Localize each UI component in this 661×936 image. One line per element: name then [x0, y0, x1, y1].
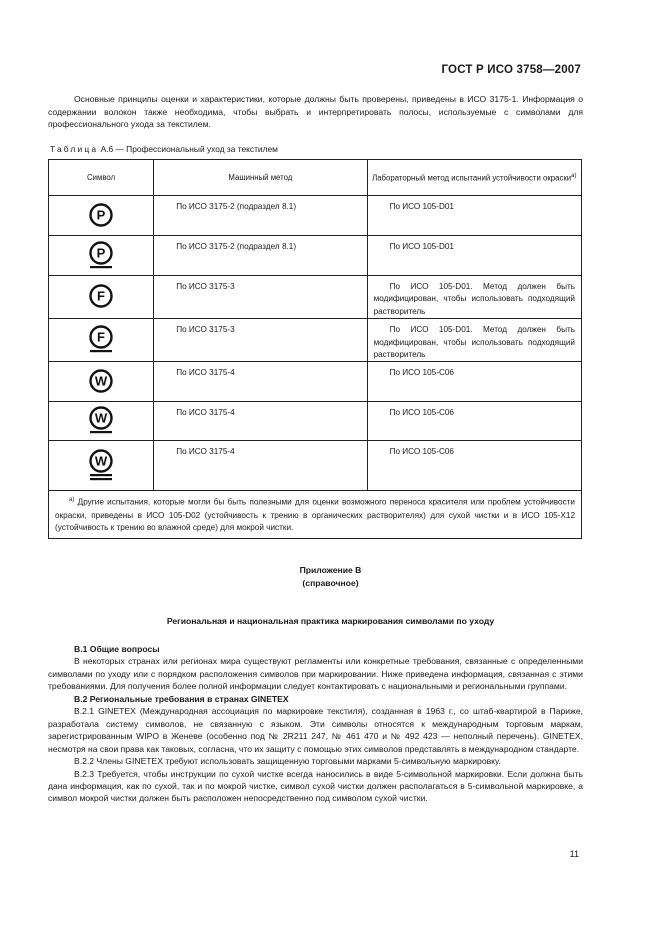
- professional-dry-cleaning-f-icon: [87, 284, 115, 310]
- table-row: [49, 441, 582, 491]
- lab-method-cell: [367, 236, 581, 276]
- symbol-cell: [49, 402, 154, 441]
- table-row: [49, 319, 582, 362]
- section-b2-2-text: В.2.2 Члены GINETEX требуют использовать защищенную торговыми марками 5-символьную маркировку.: [74, 756, 501, 767]
- page-number: 11: [569, 849, 579, 859]
- symbol-cell: [49, 319, 154, 362]
- table-footnote-row: [49, 491, 582, 539]
- header-lab-text: Лабораторный метод испытаний устойчивости окраски: [372, 173, 572, 183]
- method-cell: По ИСО 3175-4: [154, 441, 367, 491]
- lab-method-cell: [367, 402, 581, 441]
- header-lab-note: а): [571, 173, 577, 180]
- table-row: [49, 236, 582, 276]
- svg-text:F: F: [97, 288, 106, 304]
- table-row: [49, 362, 582, 402]
- intro-paragraph: [48, 93, 583, 131]
- svg-text:P: P: [96, 207, 106, 222]
- section-b1-heading: В.1 Общие вопросы: [74, 644, 160, 654]
- header-symbol: Символ: [49, 160, 154, 196]
- lab-method-text: По ИСО 105-D01: [389, 202, 454, 211]
- table-footnote: [49, 491, 582, 539]
- lab-method-cell: [367, 362, 581, 402]
- lab-method-text: По ИСО 105-D01: [389, 242, 454, 251]
- svg-text:W: W: [94, 373, 108, 389]
- lab-method-cell: [367, 441, 581, 491]
- lab-method-cell: [367, 276, 581, 319]
- symbol-cell: [49, 196, 154, 236]
- lab-method-text: По ИСО 105-D01. Метод должен быть модифицирован, чтобы использовать подходящий растворитель: [373, 325, 575, 360]
- method-cell: По ИСО 3175-3: [154, 319, 367, 362]
- professional-dry-cleaning-f-mild-icon: [87, 325, 115, 355]
- section-b1-text: В некоторых странах или регионах мира существуют регламенты или конкретные требования, связанные с определенными символами по уходу или с порядком расположения символов при маркировании. Ниже приведена информация, связанная с этими требованиями. Для получения более полной информации следует контактировать с национальными и региональными группами.: [48, 656, 583, 692]
- lab-method-cell: [367, 196, 581, 236]
- method-cell: По ИСО 3175-4: [154, 362, 367, 402]
- svg-text:W: W: [94, 410, 108, 426]
- professional-dry-cleaning-p-mild-icon: [87, 241, 115, 271]
- professional-dry-cleaning-p-icon: [87, 203, 115, 229]
- method-cell: По ИСО 3175-2 (подраздел 8.1): [154, 236, 367, 276]
- table-caption-text: А.6 — Профессиональный уход за текстилем: [100, 144, 278, 154]
- section-b2-heading: В.2 Региональные требования в странах GINETEX: [74, 693, 289, 704]
- lab-method-text: По ИСО 105-D01. Метод должен быть модифицирован, чтобы использовать подходящий растворитель: [373, 282, 575, 316]
- section-b2-1-text: В.2.1 GINETEX (Международная ассоциация по маркировке текстиля), созданная в 1963 г., со штаб-квартирой в Париже, разработала систему символов, не связанную с языком. Эти символы относятся к международным торговым маркам, зарегистрированным WIPO в Женеве (особенно под № 2R211 247, № 461 470 и № 492 423 — неполный перечень). GINETEX, несмотря на свои права как таковых, согласна, что их защиту с помощью этих символов представлять в международном стандарте.: [48, 706, 583, 754]
- annex-subtitle: Региональная и национальная практика маркирования символами по уходу: [166, 616, 495, 626]
- annex-body: [48, 643, 583, 805]
- symbol-cell: [49, 276, 154, 319]
- lab-method-cell: [367, 319, 581, 362]
- symbol-cell: [49, 441, 154, 491]
- svg-text:F: F: [97, 329, 106, 345]
- intro-text: Основные принципы оценки и характеристики, которые должны быть проверены, приведены в ИСО 3175-1. Информация о содержании волокон также необходима, чтобы выбрать и интерпретировать полосы, используемые с символами для профессионального ухода за текстилем.: [48, 94, 583, 130]
- document-id-header: ГОСТ Р ИСО 3758—2007: [441, 64, 581, 76]
- svg-text:W: W: [94, 453, 108, 469]
- professional-wet-cleaning-w-very-mild-icon: [87, 449, 115, 483]
- footnote-text: Другие испытания, которые могли бы быть полезными для оценки возможного переноса красителя или проблем устойчивости окраски, приведены в ИСО 105-D02 (устойчивость к трению в органических растворителях) для сухой чистки и в ИСО 105-X12 (устойчивость к трению во влажной среде) для мокрой чистки.: [55, 498, 576, 532]
- footnote-mark: а): [69, 497, 75, 504]
- footnote-body: [55, 494, 575, 534]
- section-b2-3-text: В.2.3 Требуется, чтобы инструкции по сухой чистке всегда наносились в виде 5-символьной маркировки. Если должна быть дана информация, как по сухой, так и по мокрой чистке, символ сухой чистки должен располагаться в 5-символьной маркировке, а символ мокрой чистки должен быть расположен непосредственно под символом сухой чистки.: [48, 768, 583, 804]
- table-caption: [50, 144, 278, 154]
- table-row: [49, 196, 582, 236]
- header-method: Машинный метод: [154, 160, 367, 196]
- annex-title: Приложение В: [299, 565, 362, 575]
- lab-method-text: По ИСО 105-C06: [389, 408, 454, 418]
- annex-heading: [0, 564, 661, 589]
- method-cell: По ИСО 3175-4: [154, 402, 367, 441]
- table-header-row: [49, 160, 582, 196]
- lab-method-text: По ИСО 105-C06: [389, 447, 454, 457]
- header-lab: [367, 160, 581, 196]
- care-symbols-table: [48, 159, 582, 539]
- table-row: [49, 402, 582, 441]
- professional-wet-cleaning-w-mild-icon: [87, 406, 115, 436]
- lab-method-text: По ИСО 105-C06: [389, 368, 454, 378]
- table-row: [49, 276, 582, 319]
- annex-kind: (справочное): [302, 577, 359, 588]
- symbol-cell: [49, 236, 154, 276]
- method-cell: По ИСО 3175-3: [154, 276, 367, 319]
- professional-wet-cleaning-w-icon: [87, 369, 115, 395]
- table-caption-prefix: Таблица: [50, 144, 99, 154]
- svg-text:P: P: [96, 245, 106, 260]
- symbol-cell: [49, 362, 154, 402]
- method-cell: По ИСО 3175-2 (подраздел 8.1): [154, 196, 367, 236]
